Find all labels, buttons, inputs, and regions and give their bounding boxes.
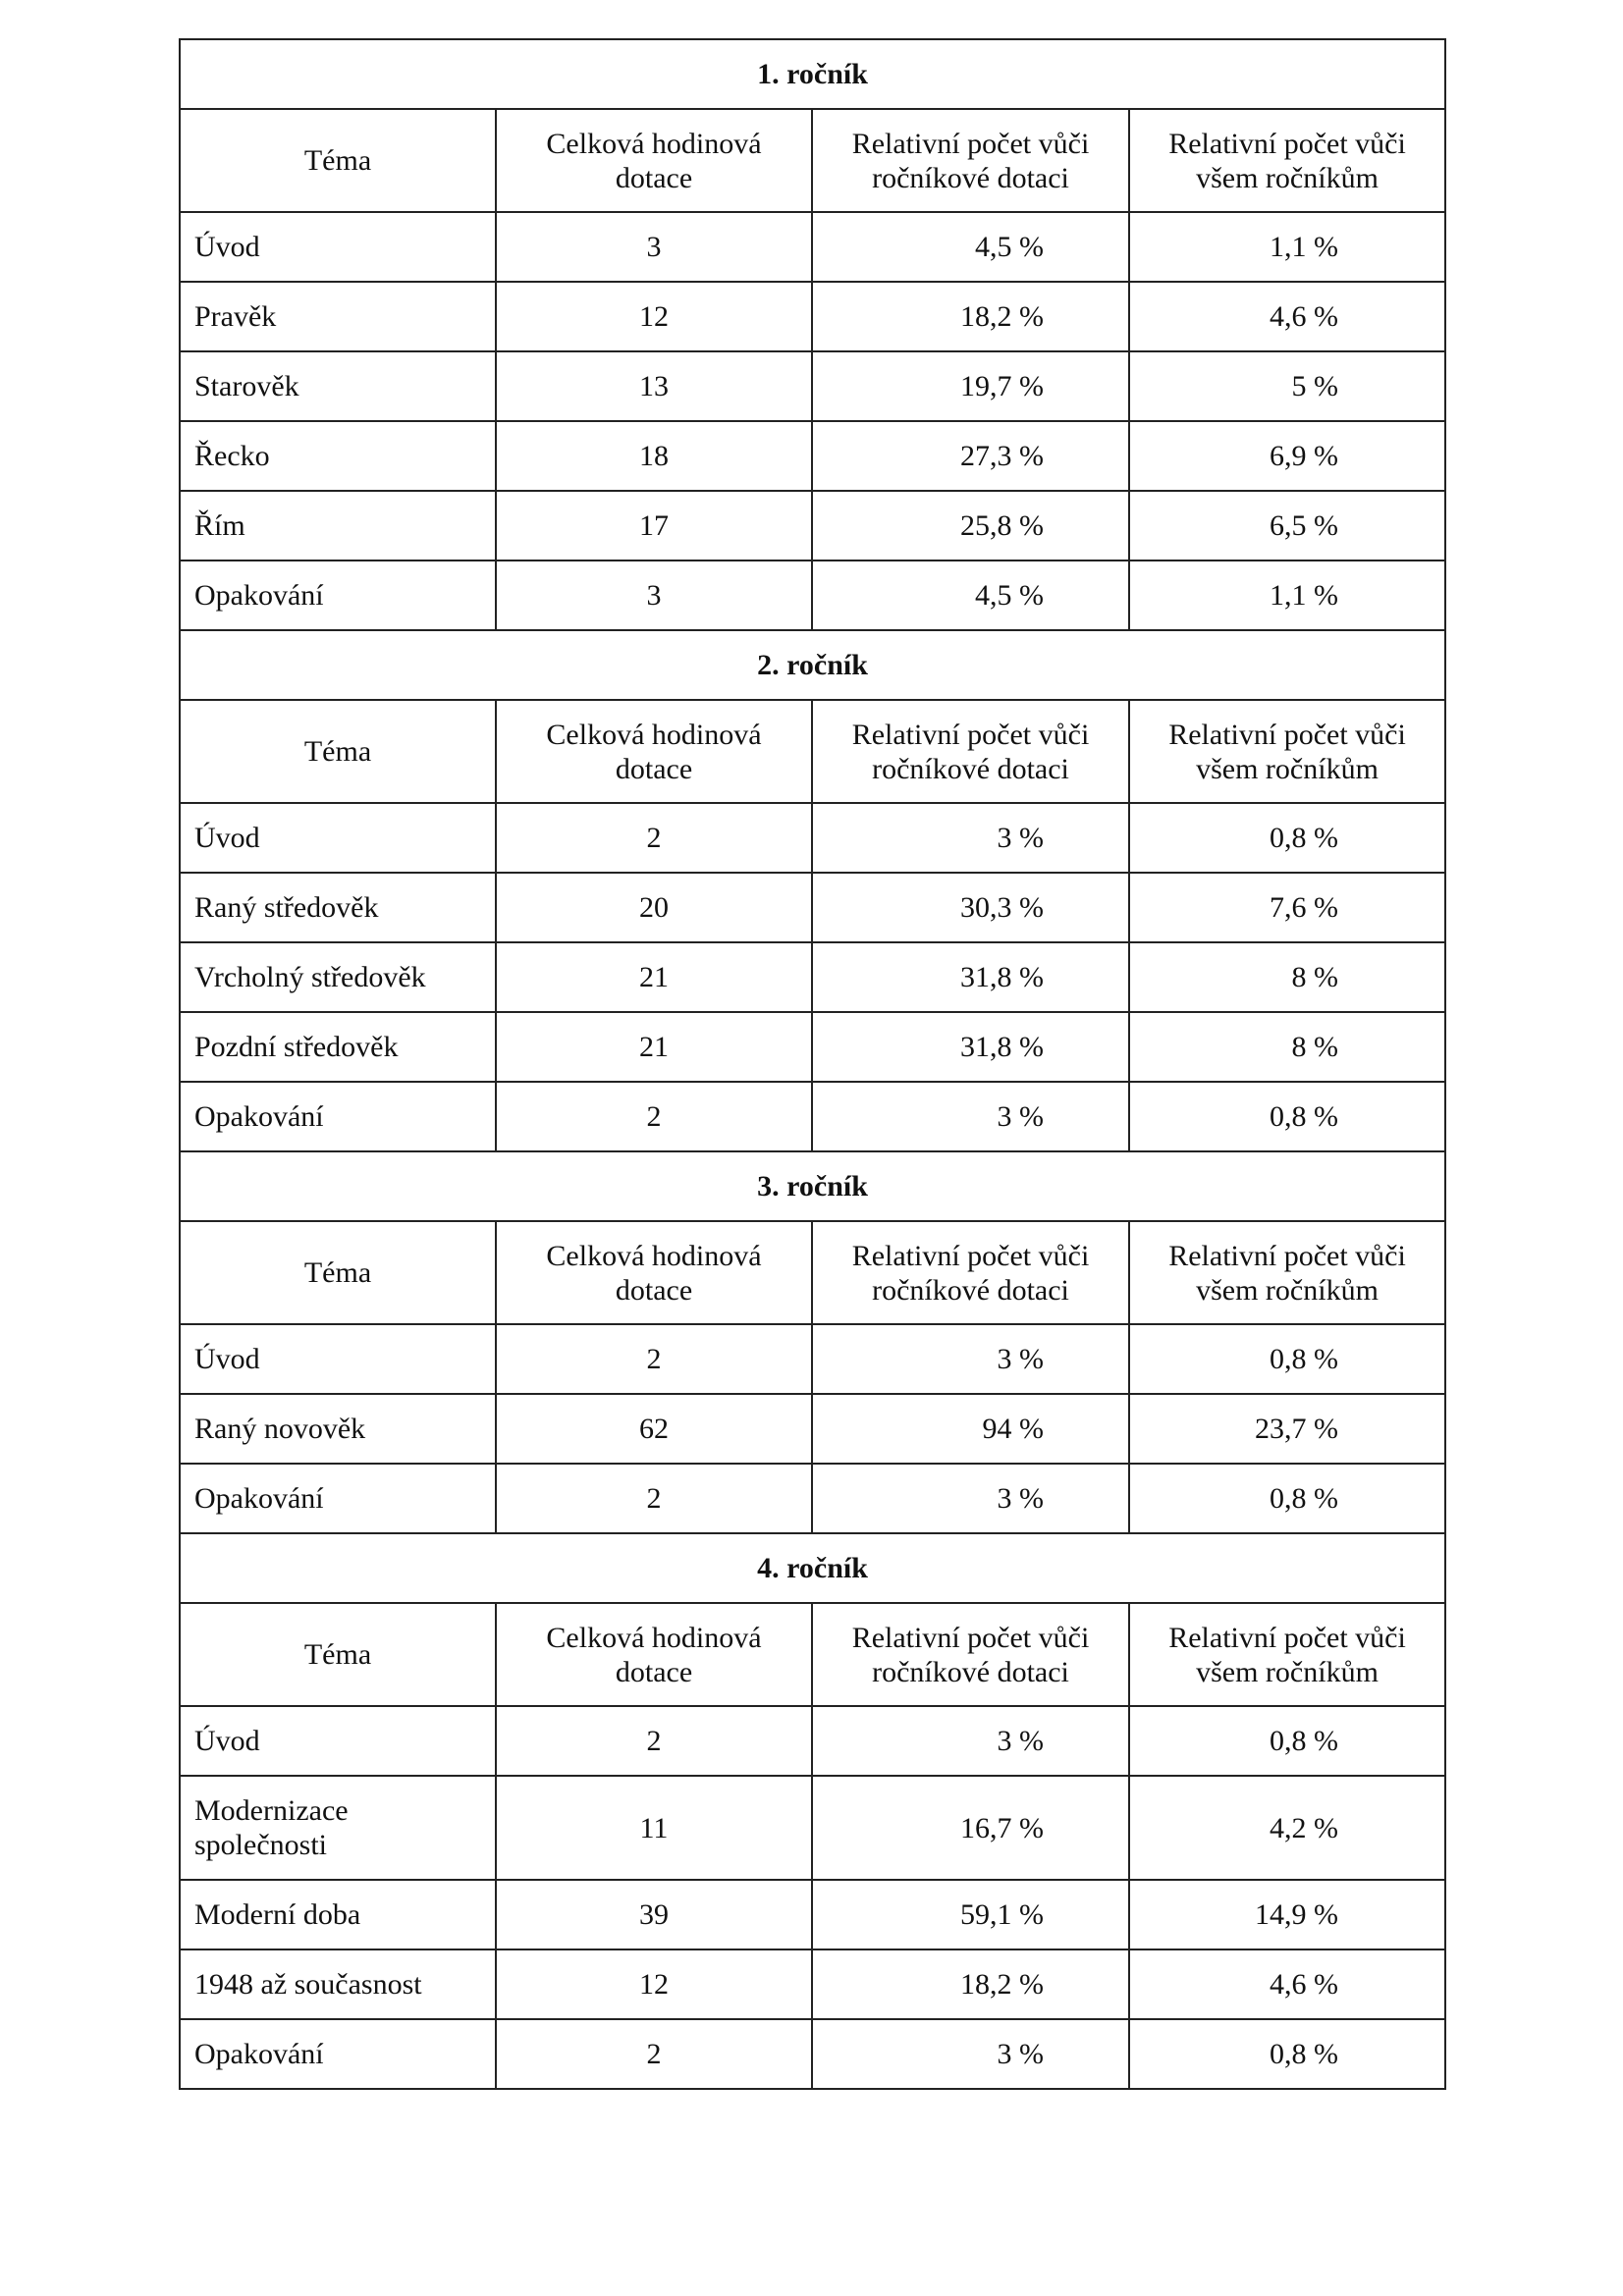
column-header-rel-grade: Relativní počet vůči ročníkové dotaci (812, 700, 1129, 803)
cell-rel-grade: 3 % (812, 1706, 1129, 1776)
column-header-topic: Téma (180, 1221, 496, 1324)
cell-rel-all: 0,8 % (1129, 1464, 1445, 1533)
cell-rel-grade: 27,3 % (812, 421, 1129, 491)
table-row (180, 1082, 1445, 1151)
cell-hours: 12 (496, 282, 812, 351)
cell-rel-grade: 31,8 % (812, 942, 1129, 1012)
cell-rel-all: 7,6 % (1129, 873, 1445, 942)
table-row (180, 491, 1445, 561)
cell-rel-grade: 25,8 % (812, 491, 1129, 561)
cell-rel-all: 23,7 % (1129, 1394, 1445, 1464)
table-row (180, 351, 1445, 421)
cell-topic: Pozdní středověk (180, 1012, 496, 1082)
table-row (180, 803, 1445, 873)
cell-hours: 13 (496, 351, 812, 421)
grade-title-row (180, 630, 1445, 700)
cell-topic: Opakování (180, 1082, 496, 1151)
cell-rel-all: 0,8 % (1129, 1324, 1445, 1394)
cell-topic: Starověk (180, 351, 496, 421)
column-header-rel-grade: Relativní počet vůči ročníkové dotaci (812, 1221, 1129, 1324)
cell-hours: 21 (496, 942, 812, 1012)
grade-title: 4. ročník (180, 1533, 1445, 1603)
hours-allocation-table (179, 38, 1446, 2090)
table-row (180, 421, 1445, 491)
cell-hours: 39 (496, 1880, 812, 1949)
column-header-hours: Celková hodinová dotace (496, 109, 812, 212)
cell-hours: 20 (496, 873, 812, 942)
cell-rel-all: 8 % (1129, 1012, 1445, 1082)
cell-topic: Úvod (180, 1324, 496, 1394)
grade-title-row (180, 39, 1445, 109)
cell-rel-all: 0,8 % (1129, 1082, 1445, 1151)
cell-rel-grade: 94 % (812, 1394, 1129, 1464)
cell-hours: 17 (496, 491, 812, 561)
table-row (180, 873, 1445, 942)
cell-hours: 21 (496, 1012, 812, 1082)
table-row (180, 1949, 1445, 2019)
cell-rel-all: 0,8 % (1129, 1706, 1445, 1776)
cell-hours: 2 (496, 1706, 812, 1776)
cell-rel-all: 4,6 % (1129, 282, 1445, 351)
cell-hours: 2 (496, 1464, 812, 1533)
cell-hours: 62 (496, 1394, 812, 1464)
cell-hours: 2 (496, 1324, 812, 1394)
cell-rel-grade: 3 % (812, 1464, 1129, 1533)
cell-rel-grade: 30,3 % (812, 873, 1129, 942)
cell-topic: Raný středověk (180, 873, 496, 942)
cell-topic: Úvod (180, 1706, 496, 1776)
cell-hours: 3 (496, 561, 812, 630)
column-header-hours: Celková hodinová dotace (496, 700, 812, 803)
cell-hours: 18 (496, 421, 812, 491)
cell-topic: Moderní doba (180, 1880, 496, 1949)
column-header-rel-grade: Relativní počet vůči ročníkové dotaci (812, 109, 1129, 212)
column-header-topic: Téma (180, 1603, 496, 1706)
cell-rel-all: 6,9 % (1129, 421, 1445, 491)
table-row (180, 1394, 1445, 1464)
cell-rel-grade: 4,5 % (812, 561, 1129, 630)
cell-rel-grade: 3 % (812, 803, 1129, 873)
cell-rel-grade: 18,2 % (812, 282, 1129, 351)
column-header-rel-all: Relativní počet vůči všem ročníkům (1129, 700, 1445, 803)
column-header-hours: Celková hodinová dotace (496, 1603, 812, 1706)
cell-rel-all: 0,8 % (1129, 803, 1445, 873)
cell-rel-grade: 59,1 % (812, 1880, 1129, 1949)
table-row (180, 942, 1445, 1012)
cell-rel-all: 14,9 % (1129, 1880, 1445, 1949)
column-header-row (180, 109, 1445, 212)
cell-topic: Úvod (180, 803, 496, 873)
cell-topic: Modernizace společnosti (180, 1776, 496, 1880)
column-header-topic: Téma (180, 109, 496, 212)
table-row (180, 1880, 1445, 1949)
cell-rel-grade: 3 % (812, 1082, 1129, 1151)
column-header-hours: Celková hodinová dotace (496, 1221, 812, 1324)
cell-hours: 12 (496, 1949, 812, 2019)
cell-rel-all: 5 % (1129, 351, 1445, 421)
column-header-rel-all: Relativní počet vůči všem ročníkům (1129, 109, 1445, 212)
table-body (180, 39, 1445, 2089)
column-header-rel-all: Relativní počet vůči všem ročníkům (1129, 1603, 1445, 1706)
cell-rel-grade: 3 % (812, 2019, 1129, 2089)
cell-hours: 2 (496, 1082, 812, 1151)
table-row (180, 1012, 1445, 1082)
cell-topic: Raný novověk (180, 1394, 496, 1464)
cell-rel-grade: 19,7 % (812, 351, 1129, 421)
column-header-topic: Téma (180, 700, 496, 803)
cell-rel-all: 0,8 % (1129, 2019, 1445, 2089)
cell-topic: Opakování (180, 2019, 496, 2089)
grade-title: 3. ročník (180, 1151, 1445, 1221)
grade-title-row (180, 1151, 1445, 1221)
cell-rel-grade: 16,7 % (812, 1776, 1129, 1880)
cell-rel-all: 1,1 % (1129, 212, 1445, 282)
column-header-rel-all: Relativní počet vůči všem ročníkům (1129, 1221, 1445, 1324)
table-row (180, 1706, 1445, 1776)
column-header-row (180, 700, 1445, 803)
cell-topic: Pravěk (180, 282, 496, 351)
grade-title: 2. ročník (180, 630, 1445, 700)
column-header-row (180, 1221, 1445, 1324)
cell-topic: Řecko (180, 421, 496, 491)
table-row (180, 561, 1445, 630)
column-header-row (180, 1603, 1445, 1706)
cell-rel-grade: 18,2 % (812, 1949, 1129, 2019)
grade-title-row (180, 1533, 1445, 1603)
cell-topic: Opakování (180, 561, 496, 630)
cell-rel-grade: 4,5 % (812, 212, 1129, 282)
table-row (180, 1776, 1445, 1880)
cell-rel-all: 4,6 % (1129, 1949, 1445, 2019)
cell-hours: 2 (496, 803, 812, 873)
table-row (180, 1324, 1445, 1394)
cell-topic: Opakování (180, 1464, 496, 1533)
cell-topic: Úvod (180, 212, 496, 282)
cell-rel-all: 4,2 % (1129, 1776, 1445, 1880)
cell-rel-grade: 3 % (812, 1324, 1129, 1394)
cell-rel-all: 6,5 % (1129, 491, 1445, 561)
cell-rel-all: 1,1 % (1129, 561, 1445, 630)
cell-rel-all: 8 % (1129, 942, 1445, 1012)
cell-hours: 2 (496, 2019, 812, 2089)
cell-hours: 11 (496, 1776, 812, 1880)
cell-topic: Řím (180, 491, 496, 561)
cell-hours: 3 (496, 212, 812, 282)
cell-rel-grade: 31,8 % (812, 1012, 1129, 1082)
table-row (180, 1464, 1445, 1533)
cell-topic: Vrcholný středověk (180, 942, 496, 1012)
grade-title: 1. ročník (180, 39, 1445, 109)
column-header-rel-grade: Relativní počet vůči ročníkové dotaci (812, 1603, 1129, 1706)
table-row (180, 2019, 1445, 2089)
table-row (180, 282, 1445, 351)
table-row (180, 212, 1445, 282)
cell-topic: 1948 až současnost (180, 1949, 496, 2019)
